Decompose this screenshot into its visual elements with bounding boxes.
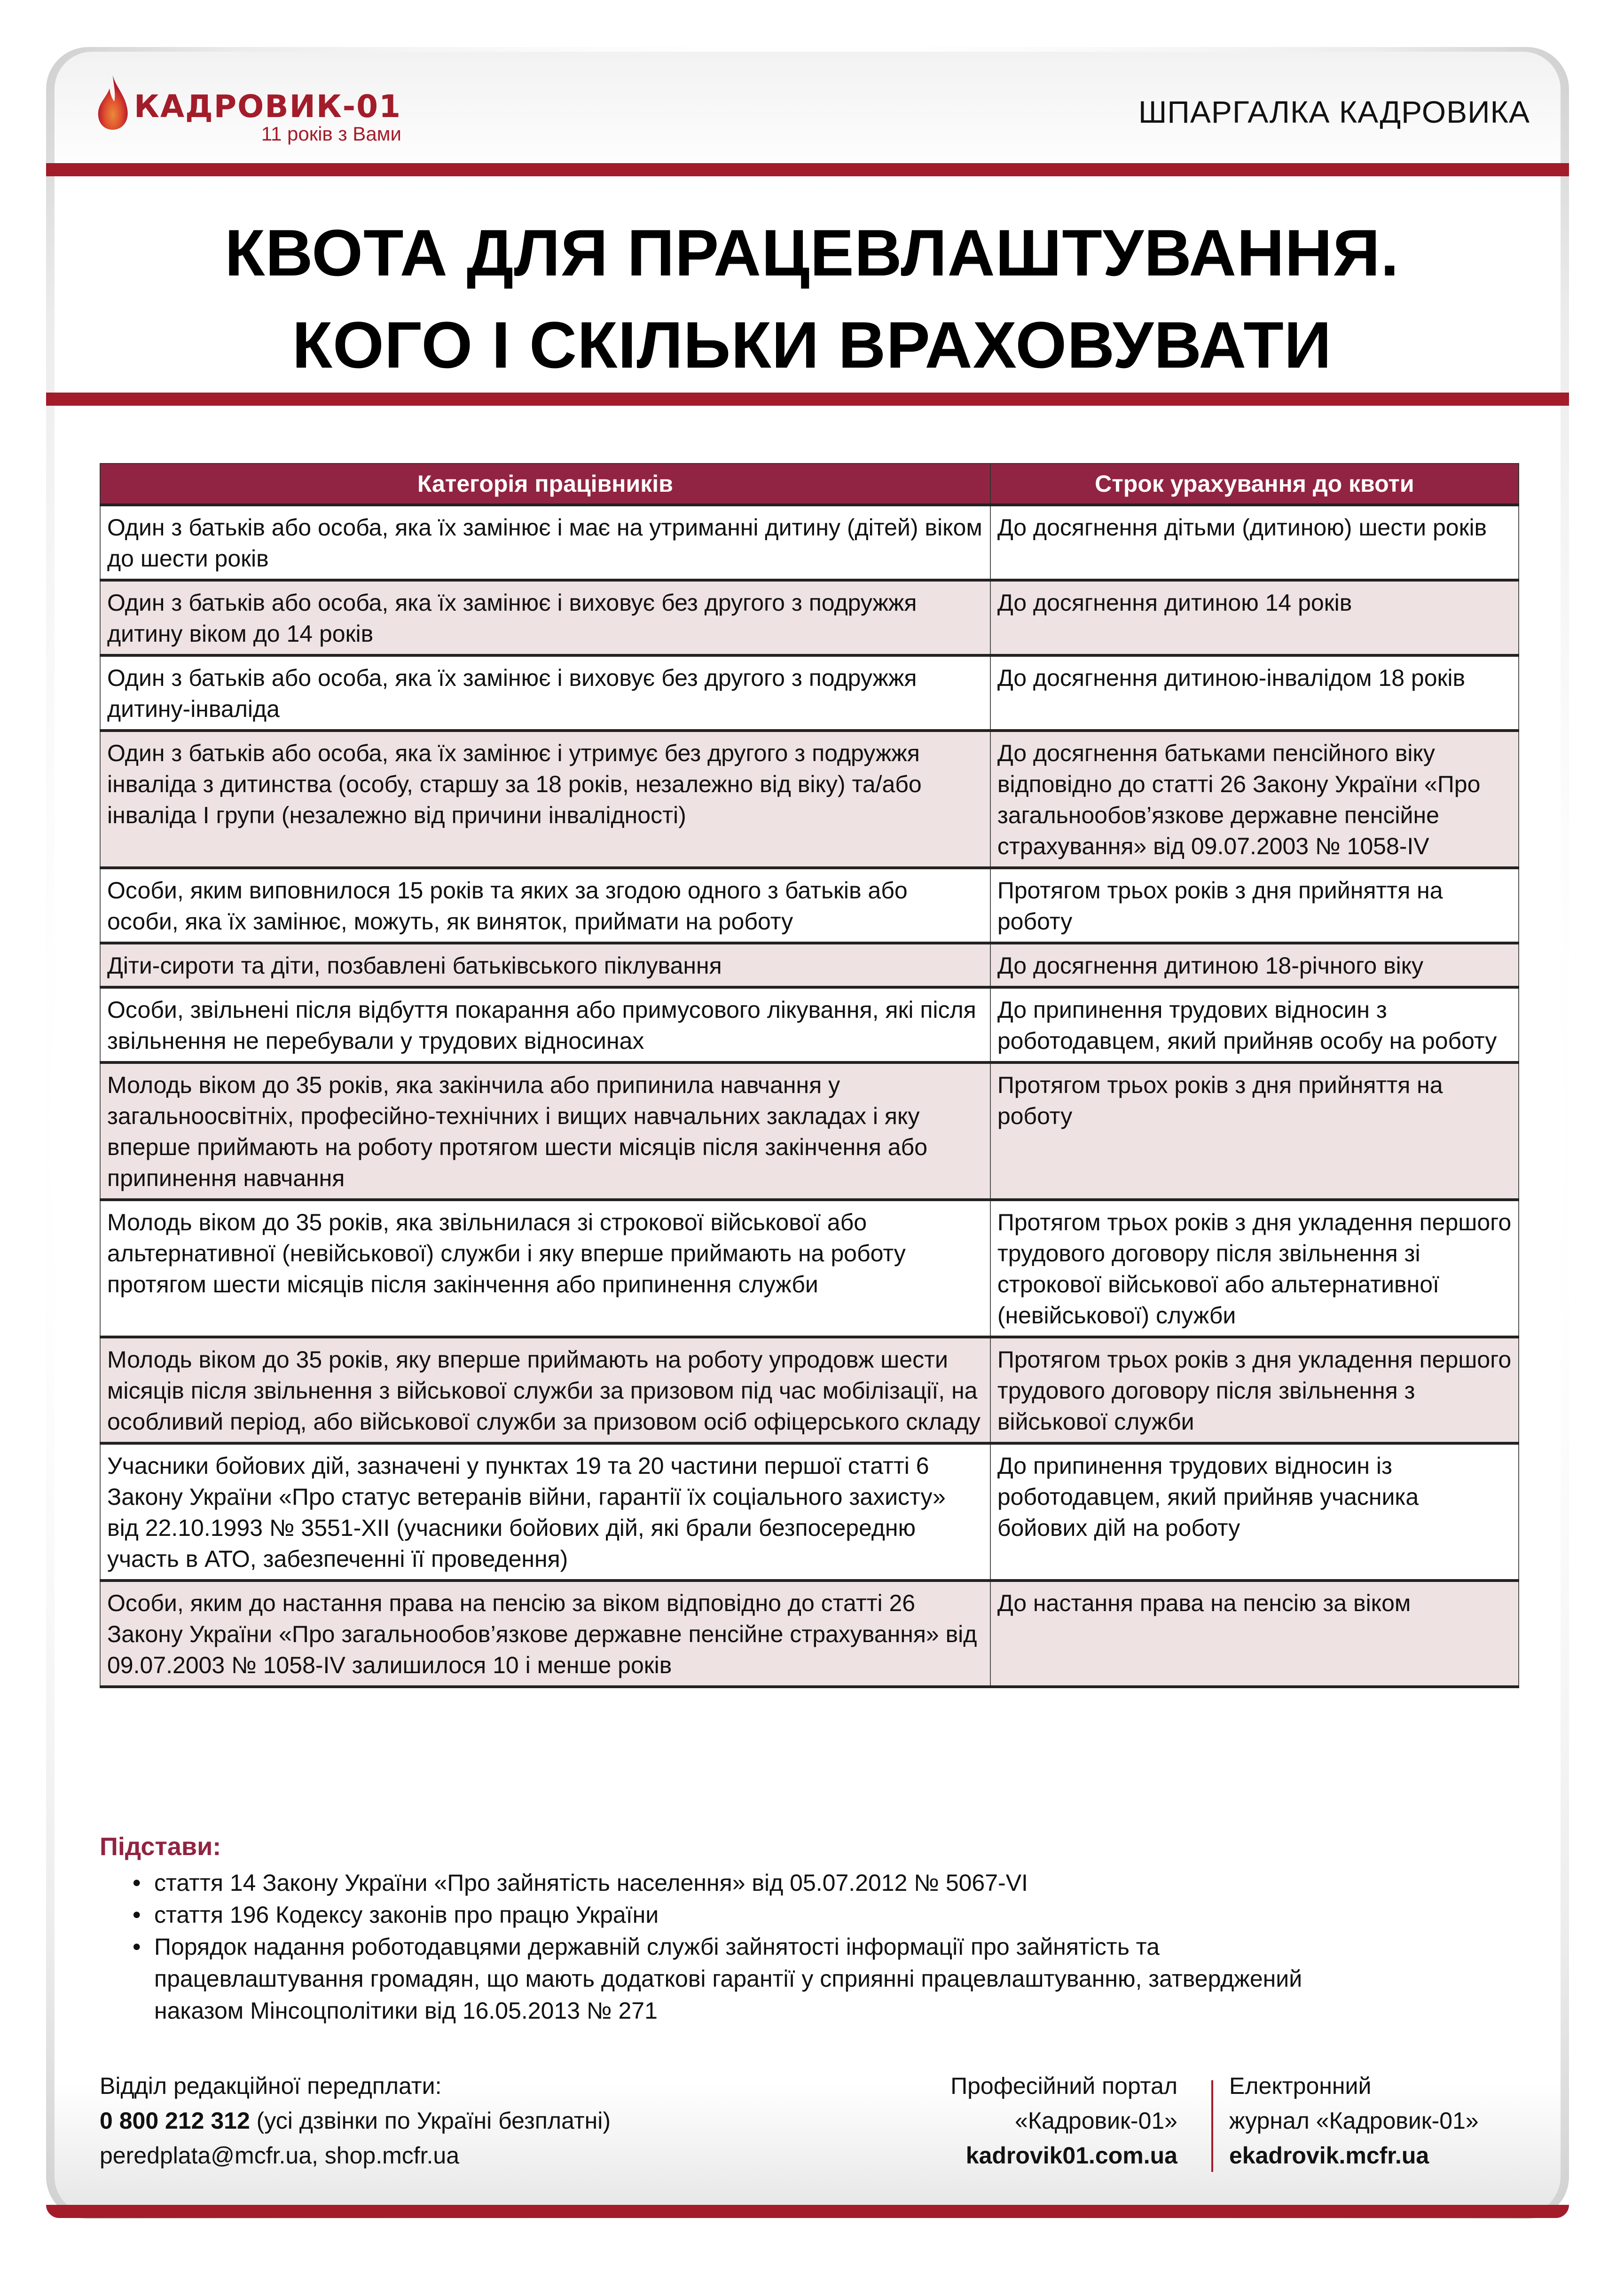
term-cell: До досягнення дитиною 14 років <box>990 580 1519 655</box>
term-cell: До досягнення дитиною 18-річного віку <box>990 943 1519 987</box>
quota-table <box>100 463 1519 1688</box>
table-row <box>100 1443 1519 1581</box>
category-cell: Особи, яким до настання права на пенсію за віком відповідно до статті 26 Закону України «Про загальнообов’язкове державне пенсійне страхування» від 09.07.2003 № 1058-IV залишилося 10 і менше років <box>100 1581 990 1687</box>
phone-number[interactable]: 0 800 212 312 <box>100 2108 250 2134</box>
bases-list <box>100 1867 1357 2027</box>
header-divider <box>46 163 1569 176</box>
journal-line-1: Електронний <box>1229 2073 1372 2099</box>
term-cell: Протягом трьох років з дня укладення першого трудового договору після звільнення з військової служби <box>990 1337 1519 1443</box>
table-row <box>100 655 1519 731</box>
portal-line-1: Професійний портал <box>950 2073 1177 2099</box>
legal-bases <box>100 1831 1357 2027</box>
title-line-1: КВОТА ДЛЯ ПРАЦЕВЛАШТУВАННЯ. <box>225 216 1399 290</box>
category-cell: Діти-сироти та діти, позбавлені батьківського піклування <box>100 943 990 987</box>
bullet-icon: • <box>133 1934 141 1960</box>
portal-info <box>950 2069 1177 2173</box>
column-header-category: Категорія працівників <box>100 464 990 505</box>
journal-line-2: журнал «Кадровик-01» <box>1229 2108 1479 2134</box>
footer-divider <box>1211 2080 1213 2172</box>
category-cell: Молодь віком до 35 років, яка звільнилася зі строкової військової або альтернативної (невійськової) служби і яку вперше приймають на роботу протягом шести місяців після закінчення або припинення служби <box>100 1200 990 1337</box>
category-cell: Молодь віком до 35 років, яка закінчила або припинила навчання у загальноосвітніх, професійно-технічних і вищих навчальних закладах і яку вперше приймають на роботу протягом шести місяців після закінчення або припинення навчання <box>100 1062 990 1200</box>
bases-item: • стаття 14 Закону України «Про зайнятість населення» від 05.07.2012 № 5067-VI <box>133 1867 1357 1899</box>
table-row <box>100 943 1519 987</box>
subscription-phone-line <box>100 2103 611 2138</box>
term-cell: Протягом трьох років з дня прийняття на роботу <box>990 868 1519 943</box>
table-row <box>100 731 1519 868</box>
term-cell: Протягом трьох років з дня укладення першого трудового договору після звільнення зі строкової військової або альтернативної (невійськової) служби <box>990 1200 1519 1337</box>
portal-link[interactable]: kadrovik01.com.ua <box>965 2142 1177 2169</box>
category-cell: Особи, звільнені після відбуття покарання або примусового лікування, які після звільнення не перебували у трудових відносинах <box>100 987 990 1062</box>
brand-name: КАДРОВИК-01 <box>134 88 402 125</box>
footer-bar <box>46 2205 1569 2218</box>
title-divider <box>46 393 1569 406</box>
category-cell: Особи, яким виповнилося 15 років та яких за згодою одного з батьків або особи, яка їх замінює, можуть, як виняток, приймати на роботу <box>100 868 990 943</box>
flame-icon <box>96 74 129 131</box>
subscription-label: Відділ редакційної передплати: <box>100 2073 442 2099</box>
term-cell: Протягом трьох років з дня прийняття на роботу <box>990 1062 1519 1200</box>
term-cell: До припинення трудових відносин із роботодавцем, який прийняв учасника бойових дій на роботу <box>990 1443 1519 1581</box>
table-row <box>100 580 1519 655</box>
bases-item: • Порядок надання роботодавцями державній службі зайнятості інформації про зайнятість та працевлаштування громадян, що мають додаткові гарантії у сприянні працевлаштуванню, затверджений наказом Мінсоцполітики від 16.05.2013 № 271 <box>133 1931 1357 2027</box>
table-header-row <box>100 464 1519 505</box>
brand-logo[interactable] <box>96 74 401 145</box>
brand-tagline: 11 років з Вами <box>261 123 402 145</box>
bases-item: • стаття 196 Кодексу законів про працю України <box>133 1899 1357 1931</box>
table-row <box>100 505 1519 580</box>
table-row <box>100 1200 1519 1337</box>
category-cell: Один з батьків або особа, яка їх замінює і утримує без другого з подружжя інваліда з дитинства (особу, старшу за 18 років, незалежно від віку) та/або інваліда I групи (незалежно від причини інвалідності) <box>100 731 990 868</box>
category-cell: Один з батьків або особа, яка їх замінює і виховує без другого з подружжя дитину-інваліда <box>100 655 990 731</box>
table-row <box>100 1581 1519 1687</box>
journal-info <box>1229 2069 1479 2173</box>
bullet-icon: • <box>133 1902 141 1928</box>
phone-note: (усі дзвінки по Україні безплатні) <box>250 2108 611 2134</box>
term-cell: До досягнення дитиною-інвалідом 18 років <box>990 655 1519 731</box>
term-cell: До досягнення батьками пенсійного віку відповідно до статті 26 Закону України «Про загальнообов’язкове державне пенсійне страхування» від 09.07.2003 № 1058-IV <box>990 731 1519 868</box>
category-cell: Один з батьків або особа, яка їх замінює і має на утриманні дитину (дітей) віком до шести років <box>100 505 990 580</box>
term-cell: До припинення трудових відносин з роботодавцем, який прийняв особу на роботу <box>990 987 1519 1062</box>
category-cell: Молодь віком до 35 років, яку вперше приймають на роботу упродовж шести місяців після звільнення з військової служби за призовом під час мобілізації, на особливий період, або військової служби за призовом осіб офіцерського складу <box>100 1337 990 1443</box>
subscription-info <box>100 2069 611 2173</box>
page-title <box>0 207 1624 391</box>
table-row <box>100 1337 1519 1443</box>
section-label: ШПАРГАЛКА КАДРОВИКА <box>1138 94 1530 129</box>
column-header-term: Строк урахування до квоти <box>990 464 1519 505</box>
journal-link[interactable]: ekadrovik.mcfr.ua <box>1229 2142 1429 2169</box>
title-line-2: КОГО І СКІЛЬКИ ВРАХОВУВАТИ <box>292 308 1332 382</box>
table-row <box>100 868 1519 943</box>
term-cell: До настання права на пенсію за віком <box>990 1581 1519 1687</box>
term-cell: До досягнення дітьми (дитиною) шести років <box>990 505 1519 580</box>
table-row <box>100 987 1519 1062</box>
subscription-contacts[interactable]: peredplata@mcfr.ua, shop.mcfr.ua <box>100 2142 460 2169</box>
table-row <box>100 1062 1519 1200</box>
bullet-icon: • <box>133 1870 141 1896</box>
portal-line-2: «Кадровик-01» <box>1015 2108 1177 2134</box>
bases-title: Підстави: <box>100 1833 221 1861</box>
category-cell: Один з батьків або особа, яка їх замінює і виховує без другого з подружжя дитину віком до 14 років <box>100 580 990 655</box>
category-cell: Учасники бойових дій, зазначені у пунктах 19 та 20 частини першої статті 6 Закону України «Про статус ветеранів війни, гарантії їх соціального захисту» від 22.10.1993 № 3551-XII (учасники бойових дій, які брали безпосередню участь в АТО, забезпеченні її проведення) <box>100 1443 990 1581</box>
